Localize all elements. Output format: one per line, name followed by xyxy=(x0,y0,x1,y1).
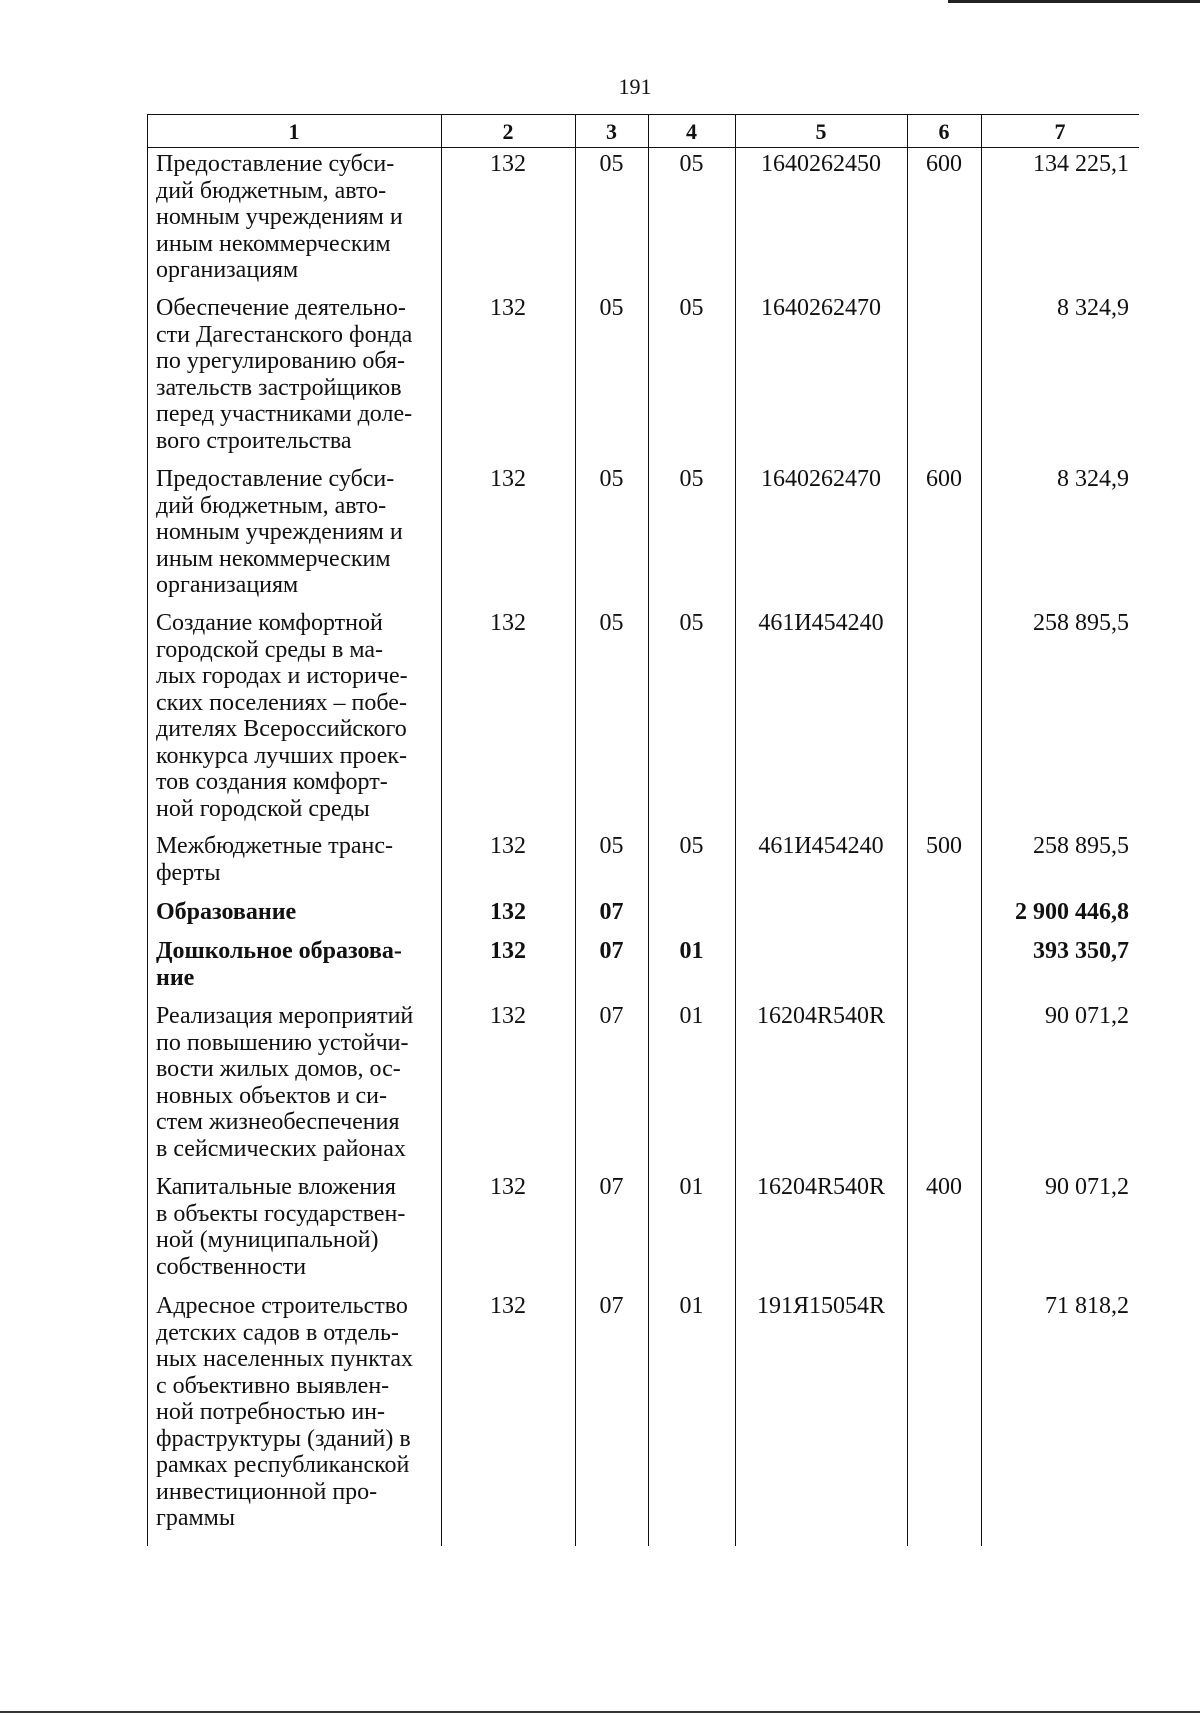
row-name: Капитальные вложения в объекты государствен- ной (муниципальной) собственности xyxy=(156,1174,406,1280)
column-divider xyxy=(648,115,649,1546)
cell-subsection: 05 xyxy=(679,151,704,177)
cell-subsection: 01 xyxy=(679,1293,704,1319)
cell-target-article: 16204R540R xyxy=(756,1003,885,1029)
cell-target-article: 1640262450 xyxy=(761,151,881,177)
row-name: Реализация мероприятий по повышению устойчи- вости жилых домов, ос- новных объектов и си- стем жизнеобеспечения в сейсмических районах xyxy=(156,1003,414,1162)
cell-subsection: 01 xyxy=(679,1174,704,1200)
column-divider xyxy=(981,115,982,1546)
cell-section: 05 xyxy=(599,833,624,859)
cell-admin-code: 132 xyxy=(490,899,526,925)
column-divider xyxy=(735,115,736,1546)
cell-expense-type: 400 xyxy=(926,1174,962,1200)
cell-expense-type: 600 xyxy=(926,151,962,177)
table-border-left xyxy=(147,115,148,1546)
header-col-6: 6 xyxy=(938,119,950,144)
cell-admin-code: 132 xyxy=(490,938,526,964)
row-name: Предоставление субси- дий бюджетным, авто- номным учреждениям и иным некоммерческим организациям xyxy=(156,466,403,598)
cell-amount: 2 900 446,8 xyxy=(1015,899,1129,925)
row-name: Дошкольное образова- ние xyxy=(156,938,402,991)
cell-section: 07 xyxy=(599,1293,624,1319)
cell-admin-code: 132 xyxy=(490,1174,526,1200)
cell-target-article: 1640262470 xyxy=(761,466,881,492)
cell-target-article: 461И454240 xyxy=(758,610,884,636)
cell-section: 07 xyxy=(599,1003,624,1029)
cell-subsection: 05 xyxy=(679,610,704,636)
cell-section: 05 xyxy=(599,610,624,636)
header-col-3: 3 xyxy=(606,119,617,144)
cell-section: 05 xyxy=(599,295,624,321)
header-col-2: 2 xyxy=(502,119,514,144)
cell-subsection: 01 xyxy=(679,938,704,964)
cell-expense-type: 500 xyxy=(926,833,962,859)
row-name: Обеспечение деятельно- сти Дагестанского фонда по урегулированию обя- зательств застройщиков перед участниками доле- вого строительства xyxy=(156,295,413,454)
cell-target-article: 1640262470 xyxy=(761,295,881,321)
cell-target-article: 461И454240 xyxy=(758,833,884,859)
cell-amount: 258 895,5 xyxy=(1033,833,1129,859)
column-divider xyxy=(907,115,908,1546)
budget-table xyxy=(147,114,1139,1546)
header-col-4: 4 xyxy=(686,119,697,144)
cell-section: 07 xyxy=(599,1174,624,1200)
cell-amount: 393 350,7 xyxy=(1033,938,1129,964)
cell-amount: 71 818,2 xyxy=(1045,1293,1129,1319)
cell-admin-code: 132 xyxy=(490,1003,526,1029)
cell-section: 07 xyxy=(599,899,624,925)
cell-amount: 134 225,1 xyxy=(1033,151,1129,177)
cell-subsection: 01 xyxy=(679,1003,704,1029)
cell-admin-code: 132 xyxy=(490,1293,526,1319)
cell-subsection: 05 xyxy=(679,295,704,321)
cell-admin-code: 132 xyxy=(490,466,526,492)
cell-amount: 90 071,2 xyxy=(1045,1174,1129,1200)
header-separator xyxy=(147,147,1139,148)
scan-edge-bottom xyxy=(0,1711,1200,1713)
cell-section: 05 xyxy=(599,151,624,177)
scan-edge-top xyxy=(948,0,1200,3)
header-col-7: 7 xyxy=(1054,119,1066,144)
cell-amount: 258 895,5 xyxy=(1033,610,1129,636)
cell-section: 05 xyxy=(599,466,624,492)
cell-subsection: 05 xyxy=(679,466,704,492)
header-col-5: 5 xyxy=(815,119,827,144)
cell-subsection: 05 xyxy=(679,833,704,859)
cell-target-article: 191Я15054R xyxy=(756,1293,885,1319)
cell-amount: 90 071,2 xyxy=(1045,1003,1129,1029)
column-divider xyxy=(575,115,576,1546)
row-name: Образование xyxy=(156,899,297,925)
cell-section: 07 xyxy=(599,938,624,964)
cell-admin-code: 132 xyxy=(490,295,526,321)
cell-admin-code: 132 xyxy=(490,151,526,177)
column-divider xyxy=(441,115,442,1546)
cell-amount: 8 324,9 xyxy=(1057,466,1129,492)
cell-target-article: 16204R540R xyxy=(756,1174,885,1200)
cell-admin-code: 132 xyxy=(490,610,526,636)
row-name: Предоставление субси- дий бюджетным, авто- номным учреждениям и иным некоммерческим организациям xyxy=(156,151,403,283)
page-number: 191 xyxy=(618,74,652,99)
row-name: Создание комфортной городской среды в ма- лых городах и историче- ских поселениях – побе- дителях Всероссийского конкурса лучших проек- тов создания комфорт- ной городской среды xyxy=(156,610,408,822)
cell-expense-type: 600 xyxy=(926,466,962,492)
header-col-1: 1 xyxy=(288,119,300,144)
cell-amount: 8 324,9 xyxy=(1057,295,1129,321)
row-name: Адресное строительство детских садов в отдель- ных населенных пунктах с объективно выявлен- ной потребностью ин- фраструктуры (зданий) в рамках республиканской инвестиционной про- граммы xyxy=(156,1293,413,1531)
cell-admin-code: 132 xyxy=(490,833,526,859)
row-name: Межбюджетные транс- ферты xyxy=(156,833,394,886)
